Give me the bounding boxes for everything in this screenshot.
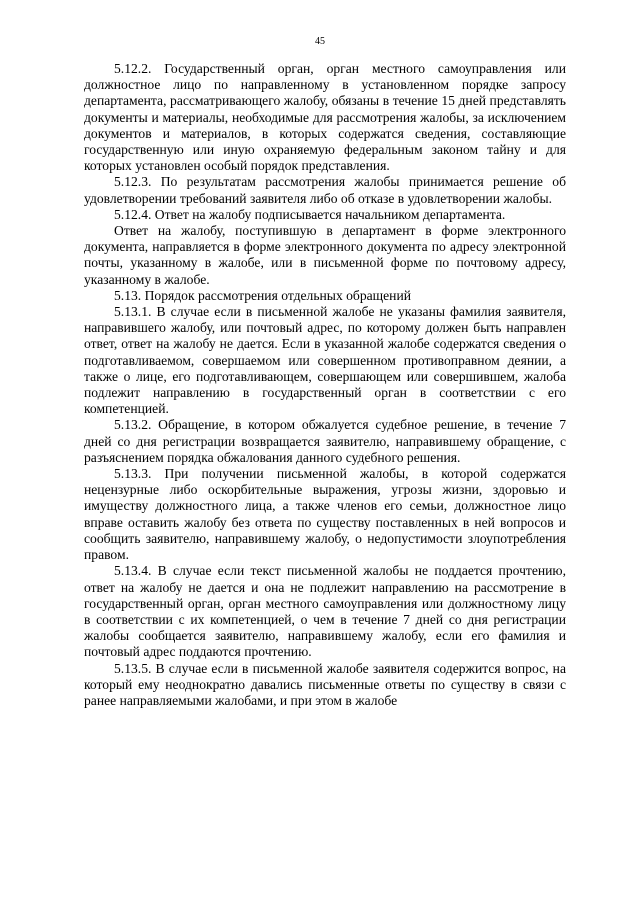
paragraph-electronic-response: Ответ на жалобу, поступившую в департамент в форме электронного документа, направляется в форме электронного документа по адресу электронной почты, указанному в жалобе, или в письменной форме по почтовому адресу, указанному в жалобе. [84,223,566,287]
paragraph-5-12-2: 5.12.2. Государственный орган, орган местного самоуправления или должностное лицо по направленному в установленном порядке запросу департамента, рассматривающего жалобу, обязаны в течение 15 дней представлять документы и материалы, необходимые для рассмотрения жалобы, за исключением документов и материалов, в которых содержатся сведения, составляющие государственную или иную охраняемую федеральным законом тайну и для которых установлен особый порядок представления. [84,61,566,174]
document-body [84,61,566,709]
paragraph-5-12-4: 5.12.4. Ответ на жалобу подписывается начальником департамента. [114,206,506,222]
paragraph-5-13-3: 5.13.3. При получении письменной жалобы, в которой содержатся нецензурные либо оскорбительные выражения, угрозы жизни, здоровью и имуществу должностного лица, а также членов его семьи, должностное лицо вправе оставить жалобу без ответа по существу поставленных в ней вопросов и сообщить заявителю, направившему жалобу, о недопустимости злоупотребления правом. [84,466,566,563]
paragraph-5-13-5: 5.13.5. В случае если в письменной жалобе заявителя содержится вопрос, на который ему неоднократно давались письменные ответы по существу в связи с ранее направляемыми жалобами, и при этом в жалобе [84,660,566,708]
paragraph-5-13-2: 5.13.2. Обращение, в котором обжалуется судебное решение, в течение 7 дней со дня регистрации возвращается заявителю, направившему обращение, с разъяснением порядка обжалования данного судебного решения. [84,417,566,465]
section-heading-5-13: 5.13. Порядок рассмотрения отдельных обращений [114,287,412,303]
page-number: 45 [315,36,325,47]
paragraph-5-12-3: 5.12.3. По результатам рассмотрения жалобы принимается решение об удовлетворении требований заявителя либо об отказе в удовлетворении жалобы. [84,174,566,206]
paragraph-5-13-1: 5.13.1. В случае если в письменной жалобе не указаны фамилия заявителя, направившего жалобу, или почтовый адрес, по которому должен быть направлен ответ, ответ на жалобу не дается. Если в указанной жалобе содержатся сведения о подготавливаемом, совершаемом или совершенном противоправном деянии, а также о лице, его подготавливающем, совершающем или совершившем, жалоба подлежит направлению в государственный орган в соответствии с его компетенцией. [84,304,566,417]
paragraph-5-13-4: 5.13.4. В случае если текст письменной жалобы не поддается прочтению, ответ на жалобу не дается и она не подлежит направлению на рассмотрение в государственный орган, орган местного самоуправления или должностному лицу в соответствии с их компетенцией, о чем в течение 7 дней со дня регистрации жалобы сообщается заявителю, направившему жалобу, если его фамилия и почтовый адрес поддаются прочтению. [84,563,566,660]
